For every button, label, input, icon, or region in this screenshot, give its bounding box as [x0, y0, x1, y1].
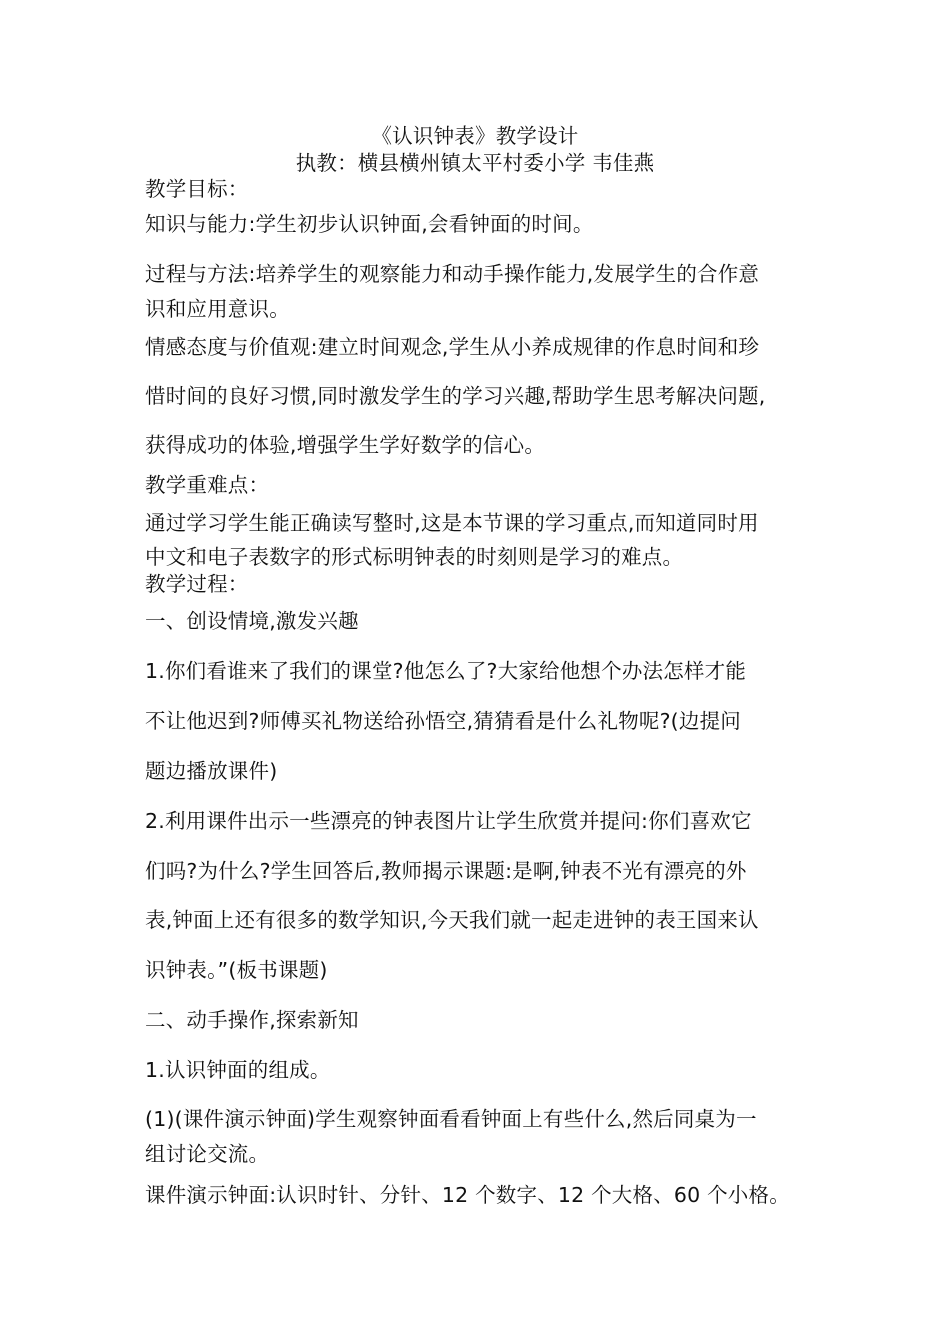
author-line: 执教：横县横州镇太平村委小学 韦佳燕 — [295, 151, 655, 175]
paragraph-line: 表,钟面上还有很多的数学知识,今天我们就一起走进钟的表王国来认 — [145, 908, 759, 932]
paragraph-line: 中文和电子表数字的形式标明钟表的时刻则是学习的难点。 — [145, 545, 684, 569]
paragraph-line: 不让他迟到?师傅买礼物送给孙悟空,猜猜看是什么礼物呢?(边提问 — [145, 709, 741, 733]
paragraph-line: 情感态度与价值观:建立时间观念,学生从小养成规律的作息时间和珍 — [145, 335, 760, 359]
paragraph-line: 1.认识钟面的组成。 — [145, 1058, 331, 1082]
section-heading-process: 教学过程： — [145, 572, 249, 596]
subheading-two: 二、动手操作,探索新知 — [145, 1008, 359, 1032]
paragraph-line: 题边播放课件) — [145, 759, 278, 783]
paragraph-line: 2.利用课件出示一些漂亮的钟表图片让学生欣赏并提问:你们喜欢它 — [145, 809, 752, 833]
paragraph-line: (1)(课件演示钟面)学生观察钟面看看钟面上有些什么,然后同桌为一 — [145, 1107, 757, 1131]
paragraph-line: 识和应用意识。 — [145, 297, 290, 321]
paragraph-line: 获得成功的体验,增强学生学好数学的信心。 — [145, 433, 546, 457]
document-title: 《认识钟表》教学设计 — [371, 124, 579, 148]
paragraph-line: 知识与能力:学生初步认识钟面,会看钟面的时间。 — [145, 212, 594, 236]
paragraph-line: 惜时间的良好习惯,同时激发学生的学习兴趣,帮助学生思考解决问题, — [145, 384, 766, 408]
subheading-one: 一、创设情境,激发兴趣 — [145, 609, 359, 633]
paragraph-line: 课件演示钟面:认识时针、分针、12 个数字、12 个大格、60 个小格。 — [145, 1183, 790, 1207]
paragraph-line: 识钟表。”(板书课题) — [145, 958, 328, 982]
section-heading-objectives: 教学目标： — [145, 177, 249, 201]
paragraph-line: 组讨论交流。 — [145, 1142, 270, 1166]
paragraph-line: 通过学习学生能正确读写整时,这是本节课的学习重点,而知道同时用 — [145, 511, 759, 535]
section-heading-key-points: 教学重难点： — [145, 473, 270, 497]
paragraph-line: 过程与方法:培养学生的观察能力和动手操作能力,发展学生的合作意 — [145, 262, 760, 286]
paragraph-line: 1.你们看谁来了我们的课堂?他怎么了?大家给他想个办法怎样才能 — [145, 659, 747, 683]
paragraph-line: 们吗?为什么?学生回答后,教师揭示课题:是啊,钟表不光有漂亮的外 — [145, 859, 747, 883]
